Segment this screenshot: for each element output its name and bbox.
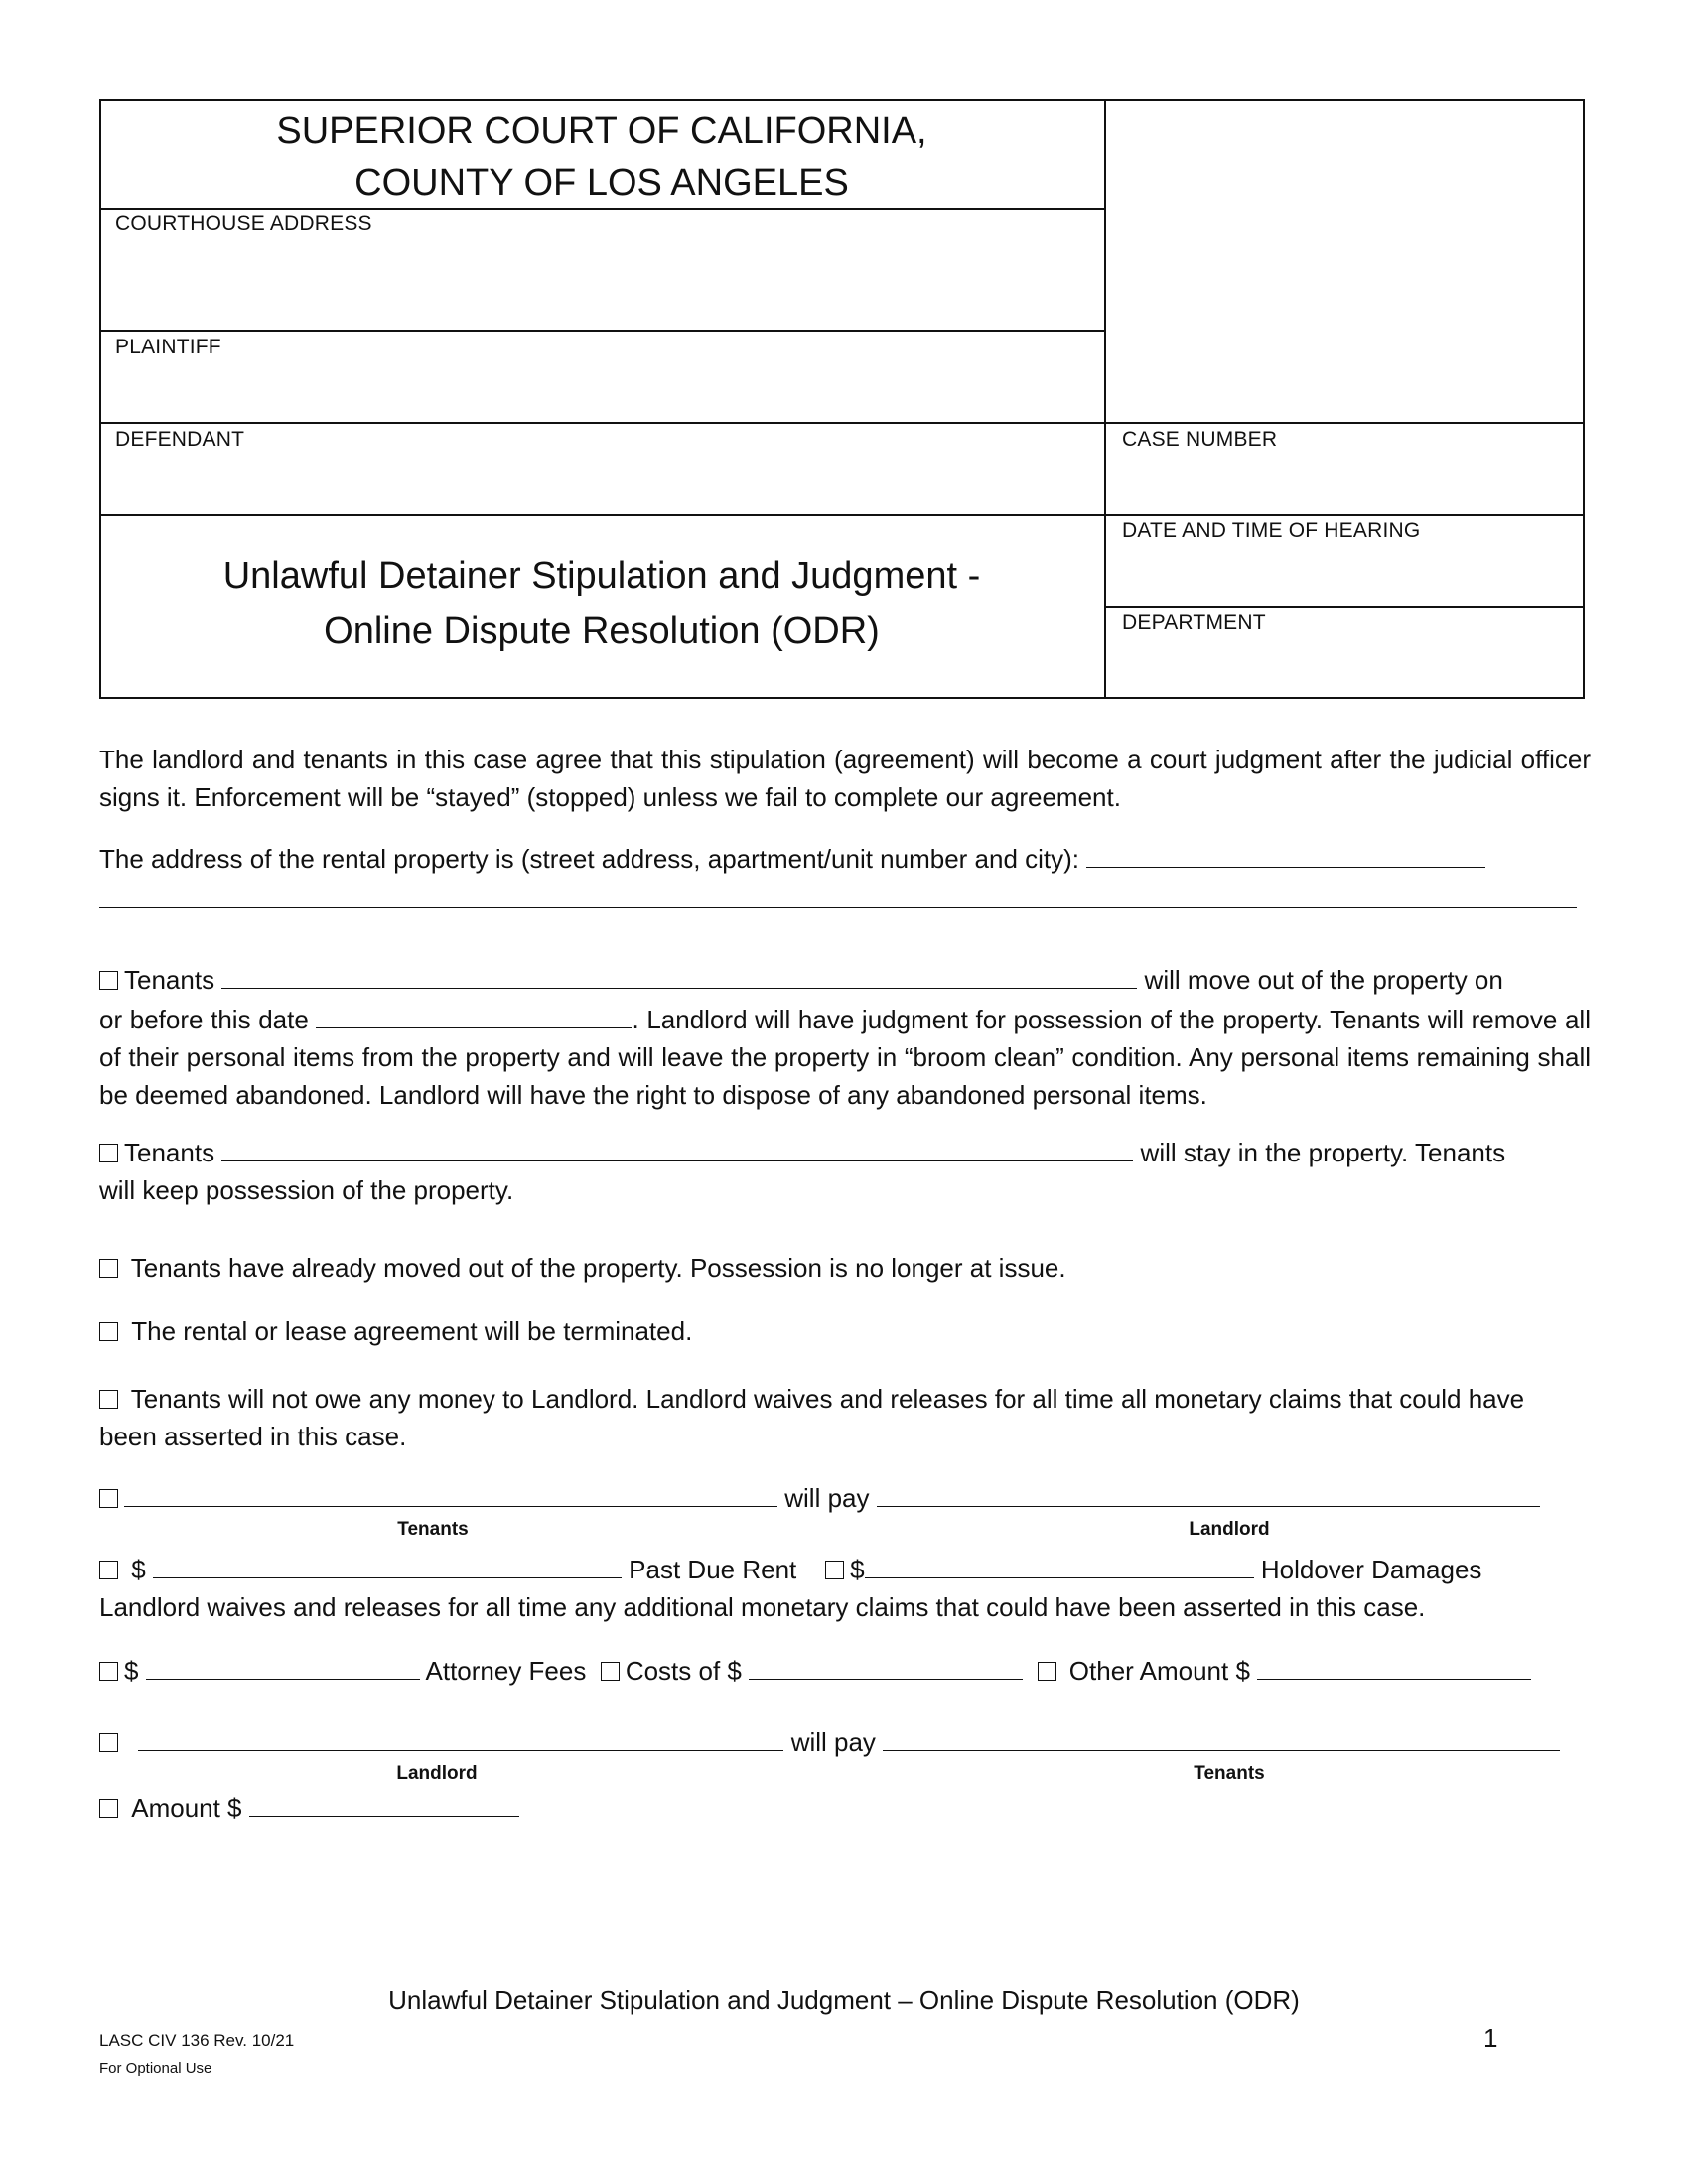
move-out-tenants-blank[interactable] bbox=[221, 966, 1137, 989]
holdover-damages-blank[interactable] bbox=[865, 1556, 1254, 1578]
amount-line bbox=[99, 1793, 519, 1824]
clerk-stamp-area bbox=[1106, 101, 1581, 419]
landlord-pay-line bbox=[99, 1727, 1560, 1758]
move-out-tenants-label: Tenants bbox=[124, 965, 215, 995]
case-number-field[interactable] bbox=[1106, 454, 1581, 511]
tenants-pay-checkbox[interactable] bbox=[99, 1489, 118, 1508]
form-title-line2: Online Dispute Resolution (ODR) bbox=[324, 611, 880, 652]
past-due-rent-label: Past Due Rent bbox=[629, 1555, 797, 1584]
department-label: DEPARTMENT bbox=[1122, 612, 1266, 634]
amount-blank[interactable] bbox=[249, 1794, 519, 1817]
attorney-fees-label: Attorney Fees bbox=[425, 1656, 587, 1686]
move-out-paragraph bbox=[99, 1001, 1591, 1114]
hearing-label: DATE AND TIME OF HEARING bbox=[1122, 519, 1421, 542]
address-prompt: The address of the rental property is (street address, apartment/unit number and city): bbox=[99, 844, 1080, 874]
attorney-fees-checkbox[interactable] bbox=[99, 1662, 118, 1681]
department-field[interactable] bbox=[1106, 637, 1581, 695]
plaintiff-label: PLAINTIFF bbox=[115, 336, 221, 358]
move-out-line bbox=[99, 965, 1591, 996]
tenants-pay-will-pay: will pay bbox=[784, 1483, 870, 1513]
tenants-pay-payee-caption: Landlord bbox=[1189, 1519, 1270, 1540]
move-out-date-label: or before this date bbox=[99, 1005, 309, 1034]
no-owe-checkbox[interactable] bbox=[99, 1390, 118, 1409]
plaintiff-field[interactable] bbox=[101, 361, 1102, 419]
attorney-fees-dollar: $ bbox=[124, 1656, 139, 1686]
past-due-rent-blank[interactable] bbox=[153, 1556, 622, 1578]
tenants-pay-payer-blank[interactable] bbox=[124, 1484, 777, 1507]
landlord-pay-payer-blank[interactable] bbox=[138, 1728, 783, 1751]
moved-out-checkbox[interactable] bbox=[99, 1259, 118, 1278]
terminated-text: The rental or lease agreement will be terminated. bbox=[131, 1316, 693, 1346]
tenants-pay-line bbox=[99, 1483, 1540, 1514]
fees-line bbox=[99, 1656, 1531, 1687]
hearing-field[interactable] bbox=[1106, 545, 1581, 603]
moved-out-line bbox=[99, 1253, 1066, 1284]
other-amount-label: Other Amount $ bbox=[1068, 1656, 1250, 1686]
stay-line bbox=[99, 1138, 1591, 1168]
move-out-rest-text: . Landlord will have judgment for possession of the property. Tenants will remove all of their personal items from the property and will leave the property in “broom clean” condition. Any personal items remaining shall be deemed abandoned. Landlord will have the right to dispose of any abandoned personal items. bbox=[99, 1005, 1591, 1110]
costs-blank[interactable] bbox=[749, 1657, 1023, 1680]
stay-rest-text: will keep possession of the property. bbox=[99, 1175, 514, 1205]
holdover-damages-dollar: $ bbox=[850, 1555, 865, 1584]
move-out-will-move-text: will move out of the property on bbox=[1144, 965, 1503, 995]
defendant-label: DEFENDANT bbox=[115, 428, 245, 451]
terminated-line bbox=[99, 1316, 692, 1347]
holdover-damages-label: Holdover Damages bbox=[1260, 1555, 1482, 1584]
no-owe-text: Tenants will not owe any money to Landlord. Landlord waives and releases for all time all monetary claims that could have been asserted in this case. bbox=[99, 1384, 1525, 1451]
no-owe-paragraph bbox=[99, 1380, 1569, 1455]
holdover-damages-checkbox[interactable] bbox=[825, 1561, 844, 1579]
defendant-field[interactable] bbox=[101, 454, 1102, 511]
intro-paragraph: The landlord and tenants in this case agree that this stipulation (agreement) will become a court judgment after the judicial officer signs it. Enforcement will be “stayed” (stopped) unless we fail to complete our agreement. bbox=[99, 745, 1591, 812]
other-amount-checkbox[interactable] bbox=[1038, 1662, 1056, 1681]
court-name-line1: SUPERIOR COURT OF CALIFORNIA, bbox=[276, 110, 927, 152]
terminated-checkbox[interactable] bbox=[99, 1322, 118, 1341]
costs-label: Costs of $ bbox=[625, 1656, 742, 1686]
stay-tenants-label: Tenants bbox=[124, 1138, 215, 1167]
landlord-pay-payee-blank[interactable] bbox=[883, 1728, 1560, 1751]
landlord-pay-payer-caption: Landlord bbox=[396, 1763, 478, 1784]
optional-use: For Optional Use bbox=[99, 2060, 212, 2077]
move-out-checkbox[interactable] bbox=[99, 971, 118, 990]
form-title-line1: Unlawful Detainer Stipulation and Judgment - bbox=[222, 555, 981, 597]
courthouse-address-field[interactable] bbox=[101, 238, 1102, 328]
address-line bbox=[99, 844, 1485, 875]
case-number-label: CASE NUMBER bbox=[1122, 428, 1278, 451]
address-blank-2[interactable] bbox=[99, 907, 1577, 908]
stay-checkbox[interactable] bbox=[99, 1144, 118, 1162]
amount-label: Amount $ bbox=[131, 1793, 242, 1823]
move-out-date-blank[interactable] bbox=[316, 1006, 632, 1028]
rent-damages-line bbox=[99, 1555, 1481, 1585]
waiver-text: Landlord waives and releases for all time any additional monetary claims that could have been asserted in this case. bbox=[99, 1592, 1426, 1622]
amount-checkbox[interactable] bbox=[99, 1799, 118, 1818]
landlord-pay-checkbox[interactable] bbox=[99, 1733, 118, 1752]
landlord-pay-will-pay: will pay bbox=[790, 1727, 876, 1757]
stay-will-stay-text: will stay in the property. Tenants bbox=[1140, 1138, 1506, 1167]
tenants-pay-payee-blank[interactable] bbox=[877, 1484, 1540, 1507]
moved-out-text: Tenants have already moved out of the property. Possession is no longer at issue. bbox=[130, 1253, 1066, 1283]
court-name-line2: COUNTY OF LOS ANGELES bbox=[354, 162, 849, 204]
landlord-pay-payee-caption: Tenants bbox=[1194, 1763, 1265, 1784]
past-due-rent-dollar: $ bbox=[131, 1555, 146, 1584]
footer-title: Unlawful Detainer Stipulation and Judgment – Online Dispute Resolution (ODR) bbox=[388, 1985, 1300, 2015]
attorney-fees-blank[interactable] bbox=[146, 1657, 420, 1680]
courthouse-address-label: COURTHOUSE ADDRESS bbox=[115, 212, 372, 235]
form-number: LASC CIV 136 Rev. 10/21 bbox=[99, 2031, 295, 2050]
address-blank-1[interactable] bbox=[1086, 845, 1485, 868]
stay-tenants-blank[interactable] bbox=[221, 1139, 1133, 1161]
costs-checkbox[interactable] bbox=[601, 1662, 620, 1681]
other-amount-blank[interactable] bbox=[1257, 1657, 1531, 1680]
past-due-rent-checkbox[interactable] bbox=[99, 1561, 118, 1579]
page-number: 1 bbox=[1483, 2023, 1498, 2053]
tenants-pay-payer-caption: Tenants bbox=[397, 1519, 469, 1540]
